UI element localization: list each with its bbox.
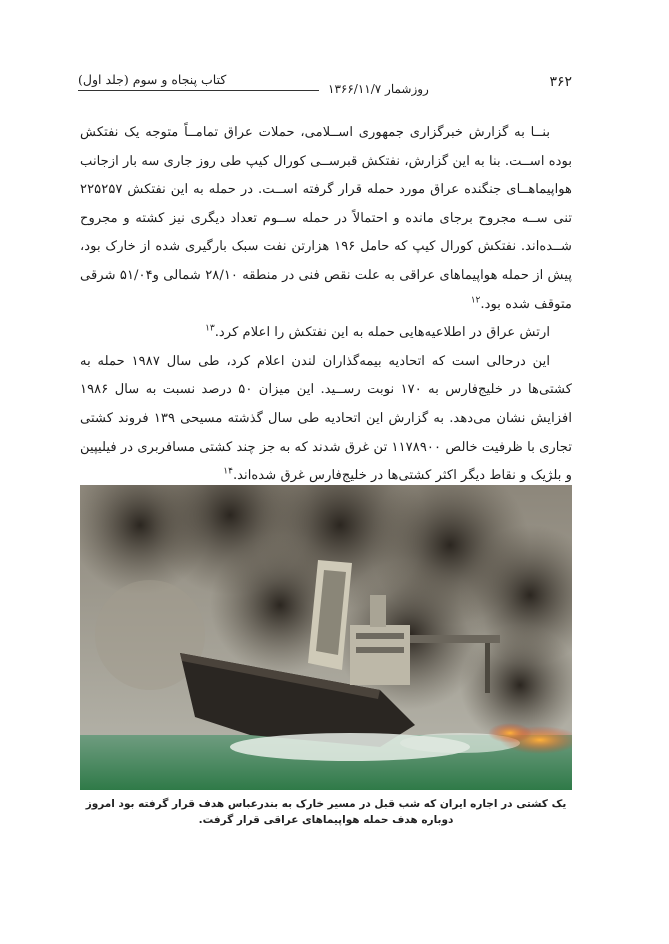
book-title: کتاب پنجاه و سوم (جلد اول) [78, 72, 226, 91]
paragraph [80, 348, 572, 491]
paragraph [80, 119, 572, 319]
paragraph [80, 319, 572, 348]
footnote-marker[interactable]: ۱۴ [223, 466, 233, 477]
header-rule [194, 90, 319, 91]
page-number: ۳۶۲ [549, 74, 572, 90]
paragraph-text: بنــا به گزارش خبرگزاری جمهوری اســلامی، حملات عراق تمامــاً متوجه یک نفتکش بوده اســت. بنا به این گزارش، نفتکش قبرســی کورال کیپ طی روز جاری سه بار ازجانب هواپیماهــای جنگنده عراق مورد حمله قرار گرفته اســت. در حمله به این نفتکش ۲۲۵۲۵۷ تنی ســه مجروح برجای مانده و احتمالاً در حمله ســوم تعداد دیگری نیز کشته و مجروح شــده‌اند. نفتکش کورال کیپ که حامل ۱۹۶ هزارتن نفت سبک بارگیری شده از خارک بود، پیش از حمله هواپیماهای عراقی به علت نقص فنی در منطقه ۲۸/۱۰ شمالی و۵۱/۰۴ شرقی متوقف شده بود. [80, 125, 572, 312]
body-text [80, 119, 572, 491]
diary-date: روزشمار ۱۳۶۶/۱۱/۷ [328, 82, 429, 96]
burning-ship-photo [80, 485, 572, 790]
footnote-marker[interactable]: ۱۳ [205, 323, 215, 334]
paragraph-text: ارتش عراق در اطلاعیه‌هایی حمله به این نفتکش را اعلام کرد. [214, 325, 550, 341]
figure-caption: یک کشتی در اجاره ایران که شب قبل در مسیر خارک به بندرعباس هدف قرار گرفته بود امروز دوباره هدف حمله هواپیماهای عراقی قرار گرفت. [85, 798, 567, 826]
running-header [78, 70, 572, 98]
footnote-marker[interactable]: ۱۲ [470, 295, 481, 306]
paragraph-text: این درحالی است که اتحادیه بیمه‌گذاران لندن اعلام کرد، طی سال ۱۹۸۷ حمله به کشتی‌ها در خلیج‌فارس به ۱۷۰ نوبت رســید. این میزان ۵۰ درصد نسبت به سال ۱۹۸۶ افزایش نشان می‌دهد. به گزارش این اتحادیه طی سال گذشته مسیحی ۱۳۹ فروند کشتی تجاری با ظرفیت خالص ۱۱۷۸۹۰۰ تن غرق شدند که به جز چند کشتی مسافربری در فیلیپین و بلژیک و نقاط دیگر اکثر کشتی‌ها در خلیج‌فارس غرق شده‌اند. [80, 353, 572, 484]
